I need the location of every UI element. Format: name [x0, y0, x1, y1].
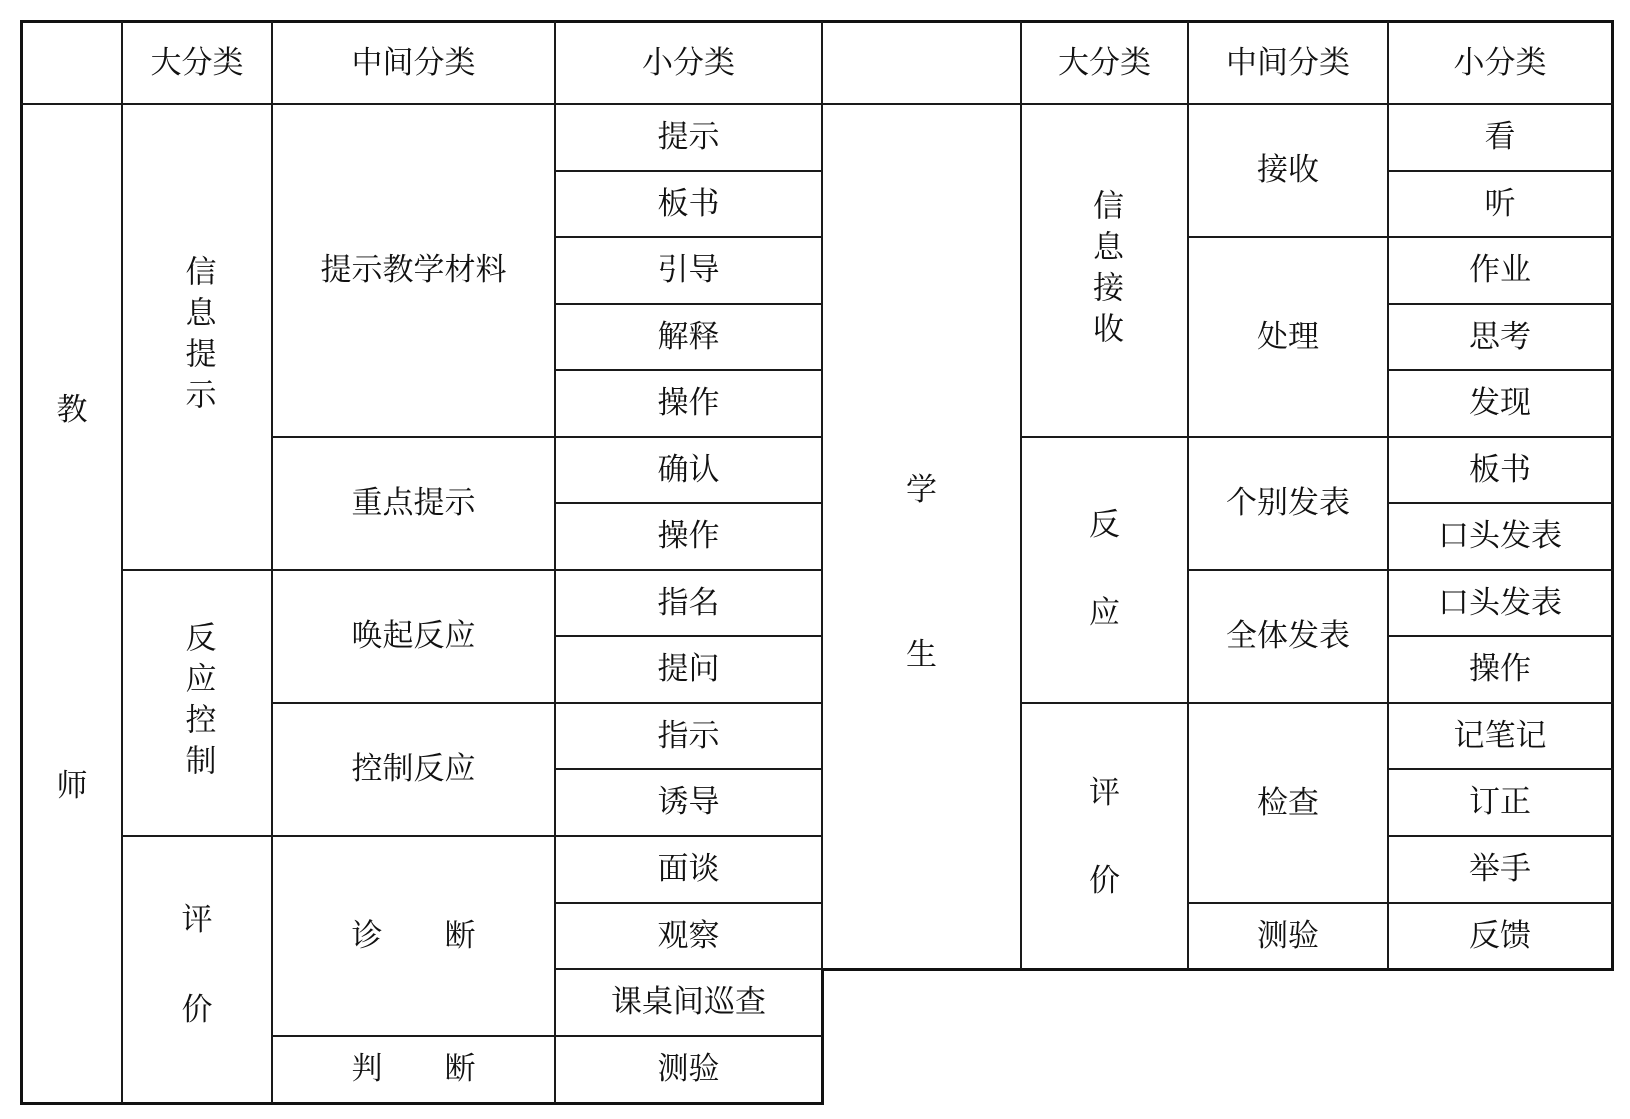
- hline-s-min-2: [1387, 303, 1613, 305]
- vline-teacher-2: [271, 21, 273, 1103]
- teacher-major-eval-2: 价: [181, 991, 213, 1028]
- hline-s-min-5: [1387, 635, 1613, 637]
- teacher-minor-6: 确认: [657, 451, 720, 488]
- header-student-minor: 小分类: [1453, 44, 1547, 81]
- hline-s-major-1: [1020, 436, 1613, 438]
- teacher-minor-7: 操作: [657, 518, 720, 554]
- student-major-reaction-2: 应: [1089, 594, 1120, 631]
- hline-t-min-5: [554, 502, 822, 504]
- student-label-top: 学: [906, 471, 937, 508]
- student-minor-10: 记笔记: [1453, 717, 1547, 754]
- teacher-major-reaction-control: 反应控制: [179, 621, 216, 785]
- border-left: [20, 20, 23, 1104]
- student-minor-9: 操作: [1469, 651, 1531, 687]
- vline-teacher-1: [121, 21, 123, 1103]
- hline-t-min-1: [554, 170, 822, 172]
- teacher-middle-diagnose: 诊 断: [351, 917, 476, 954]
- teacher-minor-11: 诱导: [657, 784, 720, 820]
- student-middle-process: 处理: [1257, 318, 1319, 355]
- teacher-minor-14: 课桌间巡查: [611, 984, 766, 1020]
- student-middle-whole: 全体发表: [1226, 618, 1350, 654]
- student-minor-5: 发现: [1469, 385, 1531, 421]
- student-minor-11: 订正: [1469, 784, 1531, 820]
- header-teacher-middle: 中间分类: [351, 44, 476, 81]
- teacher-middle-elicit: 唤起反应: [351, 618, 476, 654]
- header-student-major: 大分类: [1058, 44, 1151, 81]
- student-minor-6: 板书: [1469, 451, 1531, 488]
- teacher-minor-2: 板书: [657, 185, 720, 222]
- vline-teacher-3: [554, 21, 556, 1103]
- border-right: [1611, 20, 1614, 971]
- teacher-major-eval-1: 评: [181, 901, 213, 938]
- hline-s-mid-1: [1187, 236, 1613, 238]
- student-minor-7: 口头发表: [1438, 518, 1562, 554]
- teacher-minor-12: 面谈: [657, 851, 720, 887]
- teacher-middle-judge: 判 断: [351, 1051, 476, 1087]
- student-minor-1: 看: [1484, 119, 1516, 155]
- hline-t-min-6: [554, 635, 822, 637]
- student-middle-check: 检查: [1257, 784, 1319, 821]
- hline-s-min-6: [1387, 768, 1613, 770]
- student-major-eval-1: 评: [1089, 774, 1120, 811]
- hline-t-min-7: [554, 768, 822, 770]
- hline-t-major-2: [121, 835, 822, 837]
- student-minor-13: 反馈: [1469, 917, 1531, 954]
- teacher-middle-control: 控制反应: [351, 751, 476, 787]
- student-middle-test: 测验: [1257, 917, 1319, 954]
- hline-t-min-2: [554, 236, 822, 238]
- hline-t-min-8: [554, 902, 822, 904]
- hline-s-min-1: [1387, 170, 1613, 172]
- hline-t-min-4: [554, 369, 822, 371]
- teacher-minor-10: 指示: [657, 717, 720, 754]
- teacher-middle-materials: 提示教学材料: [320, 252, 507, 288]
- border-bottom-student: [821, 968, 1614, 971]
- vline-student-3: [1387, 21, 1389, 969]
- border-top: [21, 20, 1614, 23]
- teacher-major-info-prompt: 信息提示: [179, 255, 216, 419]
- hline-t-mid-1: [271, 436, 822, 438]
- hline-s-min-4: [1387, 502, 1613, 504]
- student-minor-3: 作业: [1469, 252, 1531, 288]
- hline-t-min-3: [554, 303, 822, 305]
- teacher-minor-15: 测验: [657, 1051, 720, 1087]
- hline-s-min-3: [1387, 369, 1613, 371]
- header-teacher-minor: 小分类: [642, 44, 735, 81]
- student-minor-12: 举手: [1469, 851, 1531, 887]
- student-minor-8: 口头发表: [1438, 584, 1562, 621]
- teacher-minor-1: 提示: [657, 119, 720, 155]
- hline-s-major-2: [1020, 702, 1613, 704]
- hline-t-major-1: [121, 569, 822, 571]
- student-major-reaction-1: 反: [1089, 506, 1120, 543]
- border-bottom-teacher: [20, 1102, 823, 1105]
- hline-t-mid-2: [271, 702, 822, 704]
- student-minor-2: 听: [1484, 185, 1516, 222]
- student-minor-4: 思考: [1469, 318, 1531, 355]
- teacher-minor-4: 解释: [657, 318, 720, 355]
- header-student-middle: 中间分类: [1226, 44, 1350, 81]
- teacher-minor-9: 提问: [657, 651, 720, 687]
- hline-s-min-7: [1387, 835, 1613, 837]
- student-major-info-receive: 信息接收: [1087, 188, 1123, 353]
- student-major-eval-2: 价: [1089, 862, 1120, 899]
- hline-t-mid-3: [271, 1035, 822, 1037]
- header-line: [21, 103, 1613, 105]
- teacher-label-bottom: 师: [56, 767, 88, 804]
- teacher-minor-13: 观察: [657, 917, 720, 954]
- hline-s-mid-2: [1187, 569, 1613, 571]
- hline-s-mid-3: [1187, 902, 1613, 904]
- vline-teacher-4: [821, 21, 823, 969]
- student-middle-individual: 个别发表: [1226, 485, 1350, 521]
- teacher-middle-key-points: 重点提示: [351, 485, 476, 521]
- teacher-minor-8: 指名: [657, 584, 720, 621]
- hline-t-min-9: [554, 968, 822, 970]
- vline-student-2: [1187, 21, 1189, 969]
- teacher-label-top: 教: [56, 391, 88, 428]
- vline-student-1: [1020, 21, 1022, 969]
- student-middle-receive: 接收: [1257, 152, 1319, 188]
- student-label-bottom: 生: [906, 636, 937, 673]
- header-teacher-major: 大分类: [150, 44, 244, 81]
- teacher-minor-3: 引导: [657, 252, 720, 288]
- teacher-minor-5: 操作: [657, 385, 720, 421]
